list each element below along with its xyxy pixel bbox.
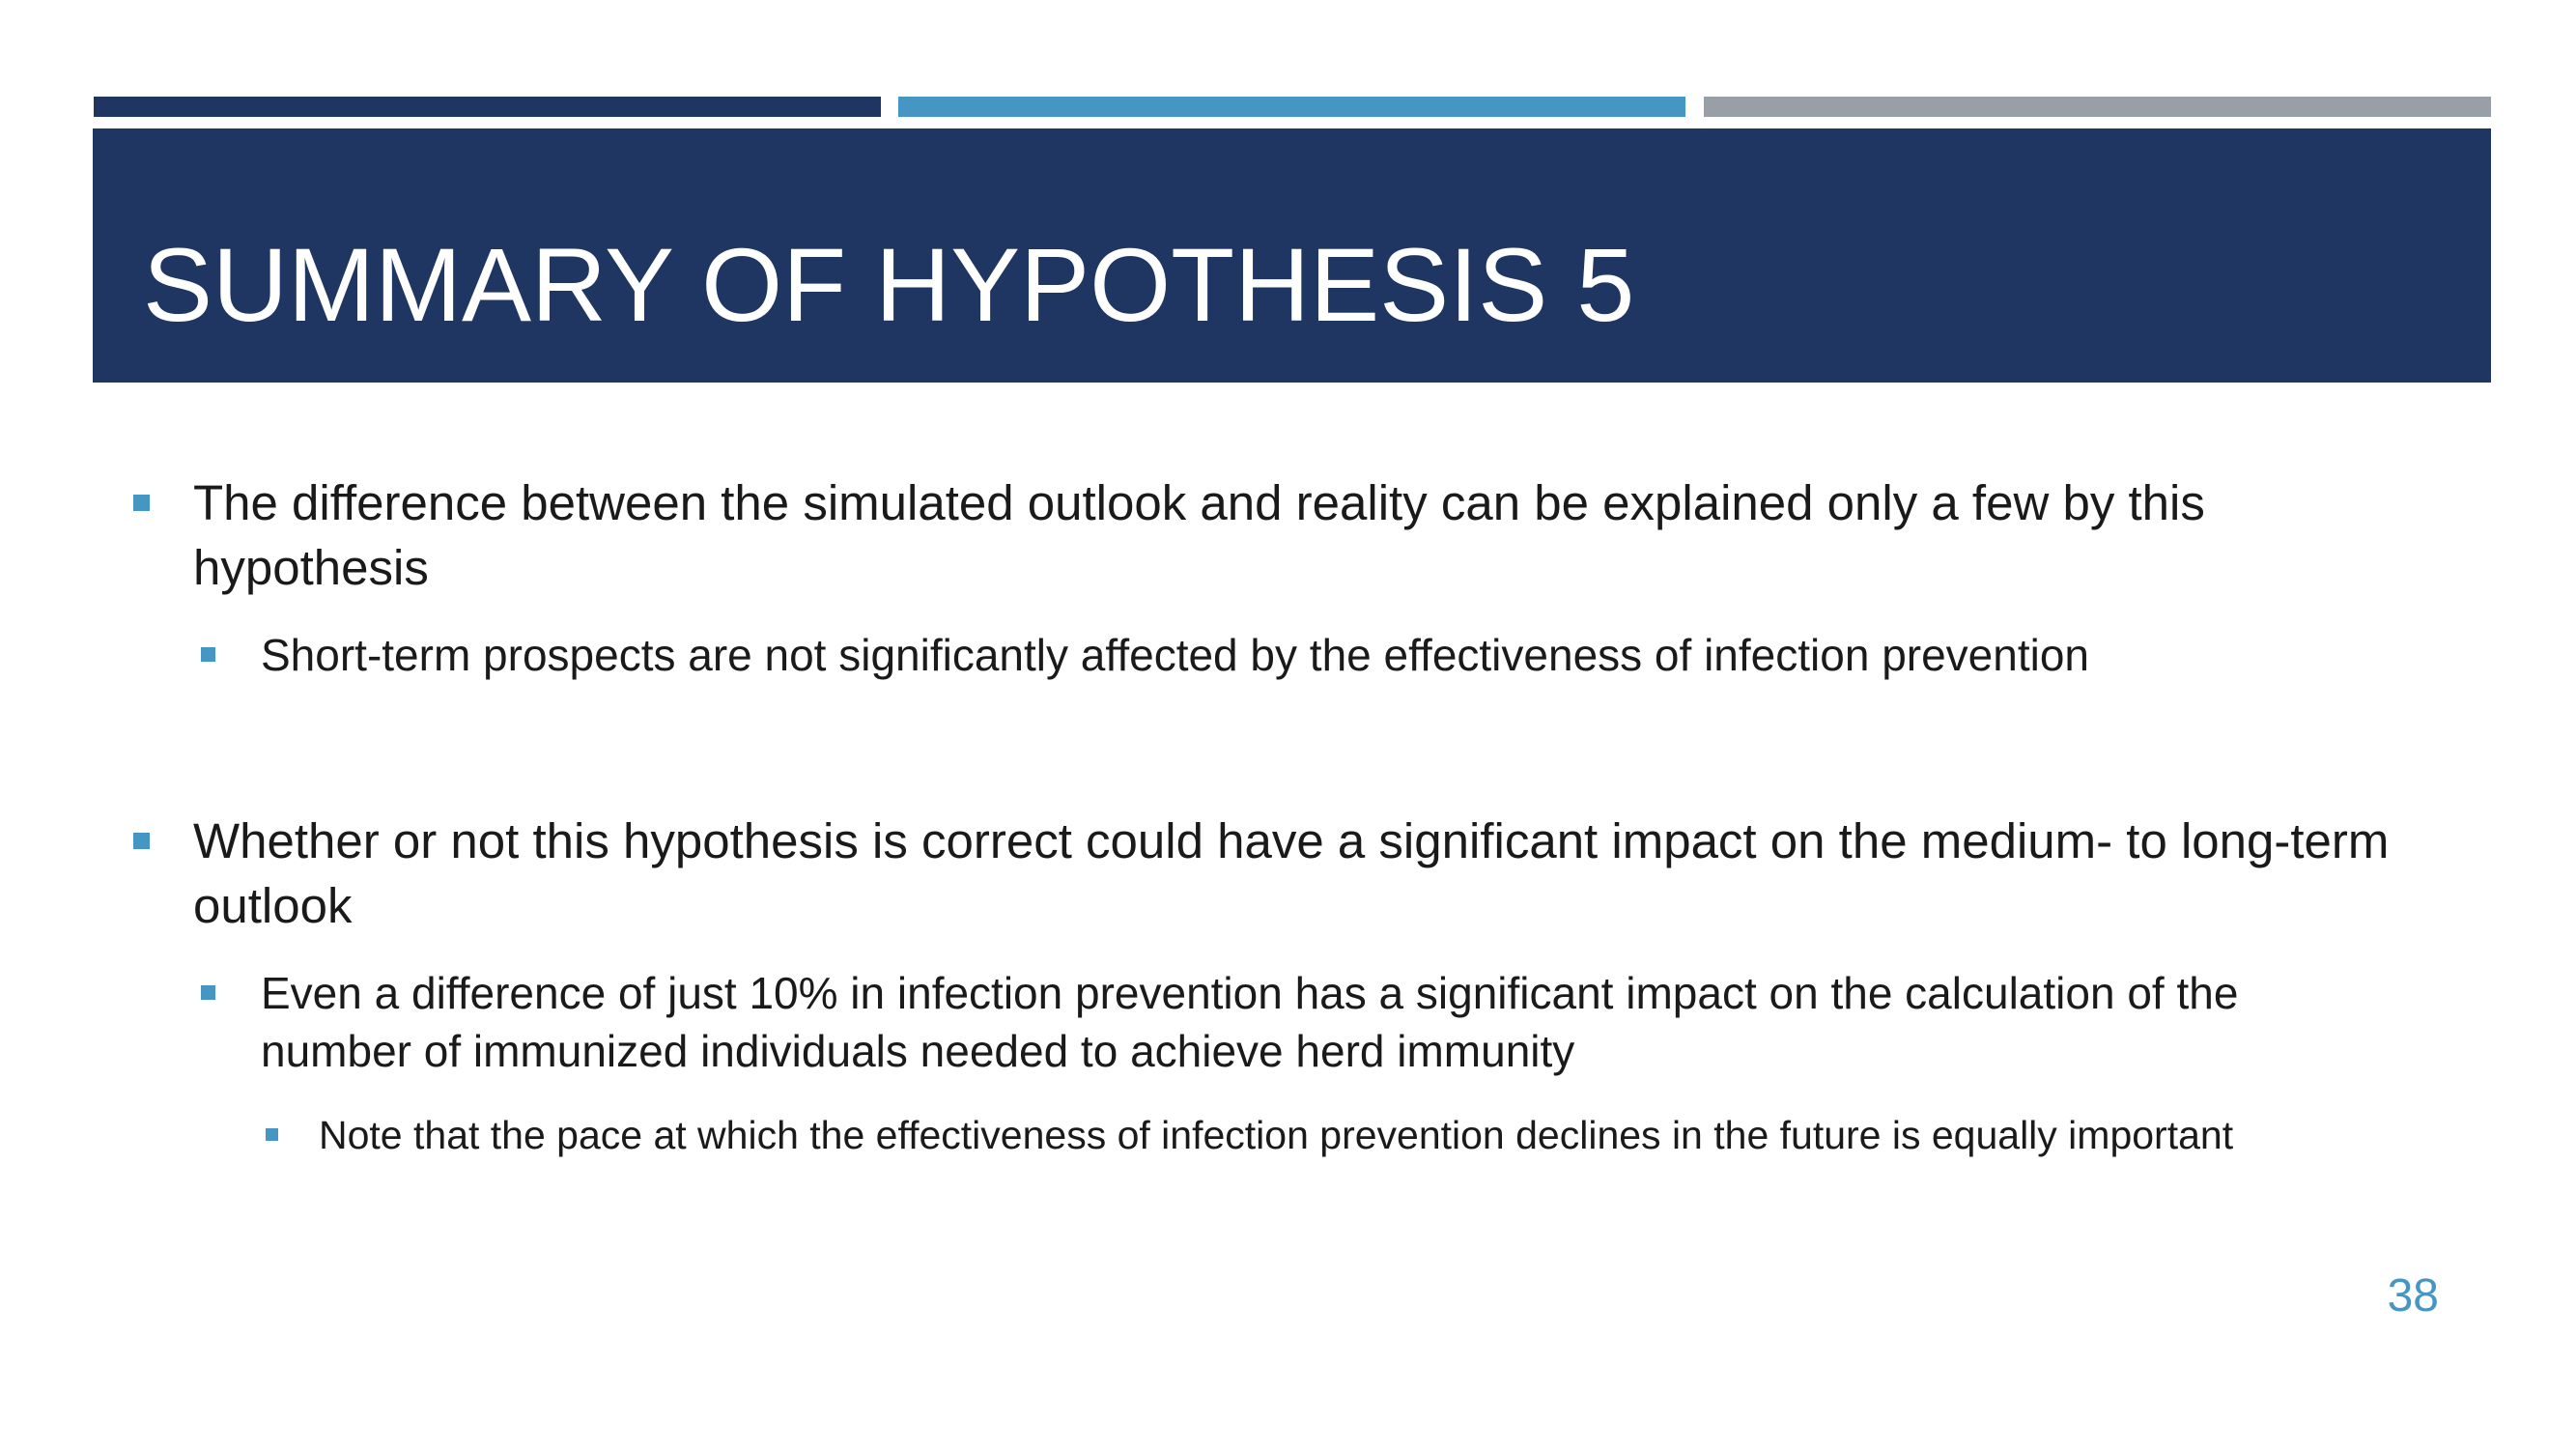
bullet-text: Whether or not this hypothesis is correct could have a significant impact on the medium- to long-term outlook — [193, 813, 2390, 933]
title-band — [93, 128, 2491, 383]
sub-sub-bullet-item — [319, 1109, 2482, 1161]
square-bullet-icon — [201, 647, 215, 662]
sub-bullet-text: Even a difference of just 10% in infection prevention has a significant impact on the calculation of the number of immunized individuals needed to achieve herd immunity — [261, 968, 2239, 1076]
sub-bullet-text: Short-term prospects are not significantly affected by the effectiveness of infection prevention — [261, 630, 2090, 680]
sub-bullet-item — [261, 964, 2386, 1080]
accent-bar-navy — [94, 97, 881, 117]
square-bullet-icon — [133, 833, 150, 849]
bullet-item — [193, 470, 2434, 600]
square-bullet-icon — [266, 1128, 278, 1141]
square-bullet-icon — [201, 985, 215, 1000]
bullet-item — [193, 809, 2434, 938]
bullet-text: The difference between the simulated outlook and reality can be explained only a few by this hypothesis — [193, 475, 2205, 595]
sub-sub-bullet-text: Note that the pace at which the effectiveness of infection prevention declines in the future is equally important — [319, 1113, 2234, 1157]
accent-bar-gray — [1704, 97, 2491, 117]
slide-title: SUMMARY OF HYPOTHESIS 5 — [143, 226, 1635, 343]
sub-bullet-item — [261, 626, 2386, 684]
square-bullet-icon — [133, 495, 150, 511]
page-number: 38 — [2387, 1270, 2439, 1321]
accent-bar-blue — [898, 97, 1685, 117]
